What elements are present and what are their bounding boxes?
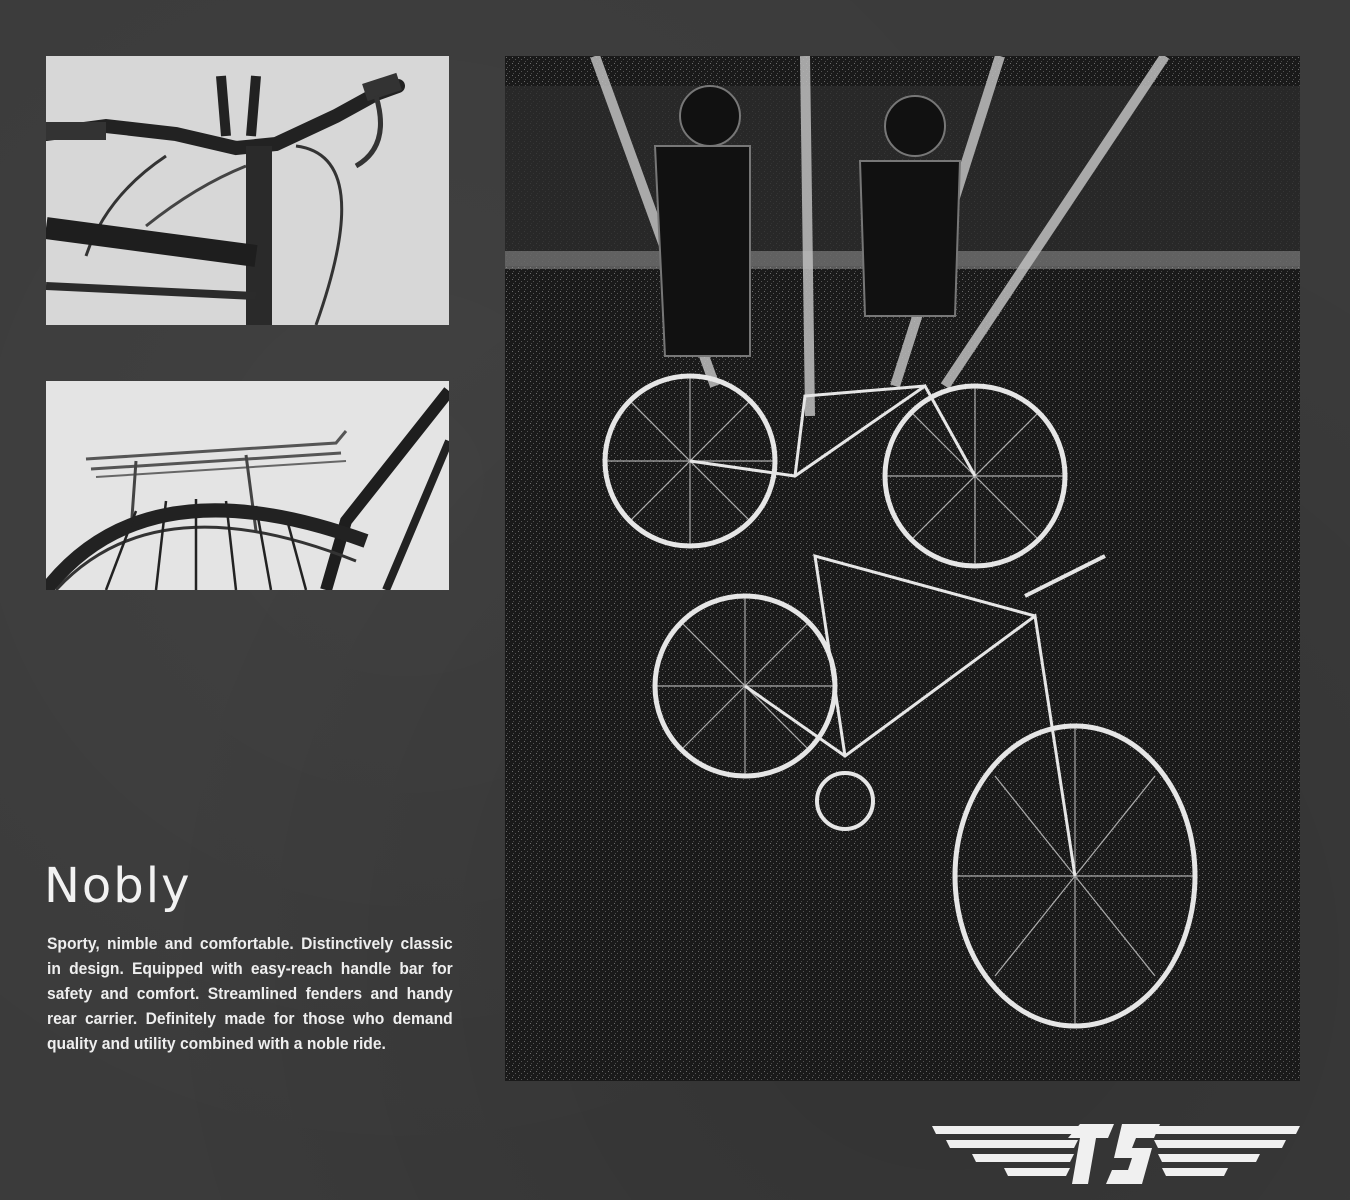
product-description: Sporty, nimble and comfortable. Distinctively classic in design. Equipped with easy-reach handle bar for safety and comfort. Streamlined fenders and handy rear carrier. Definitely made for those who demand quality and utility combined with a noble ride.	[47, 934, 453, 1053]
product-title: Nobly	[44, 858, 192, 914]
rear-carrier-photo	[46, 381, 449, 590]
winged-brand-emblem-icon	[932, 1118, 1300, 1190]
bicycles-and-riders-photo	[505, 56, 1300, 1081]
rear-carrier-illustration	[46, 381, 449, 590]
main-photo-illustration	[505, 56, 1300, 1081]
handlebar-photo	[46, 56, 449, 325]
handlebar-illustration	[46, 56, 449, 325]
